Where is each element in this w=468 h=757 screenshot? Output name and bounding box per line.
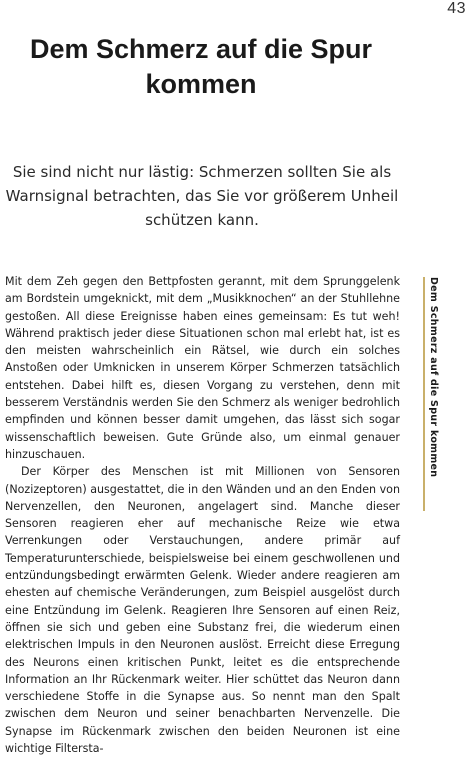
running-head-label: Dem Schmerz auf die Spur kommen <box>428 277 439 478</box>
page-number: 43 <box>447 0 466 17</box>
body-paragraph: Mit dem Zeh gegen den Bettpfosten gerannt, mit dem Sprunggelenk am Bordstein umgeknickt, mit dem „Musikknochen“ an der Stuhllehne gestoßen. All diese Ereignisse haben eines gemeinsam: Es tut weh! Während praktisch jeder diese Situationen schon mal erlebt hat, ist es den meisten wahrscheinlich ein Rätsel, wie durch ein solches Anstoßen oder Umknicken in unserem Körper Schmerzen tatsächlich entstehen. Dabei hilft es, diesen Vorgang zu verstehen, denn mit besserem Verständnis werden Sie den Schmerz als weniger bedrohlich empfinden und können besser damit umgehen, das lässt sich sogar wissenschaftlich beweisen. Gute Gründe also, um einmal genauer hinzuschauen. <box>5 275 400 461</box>
body-text <box>5 273 400 757</box>
chapter-title: Dem Schmerz auf die Spur kommen <box>29 34 373 99</box>
body-paragraph: Der Körper des Menschen ist mit Millionen von Sensoren (Nozizeptoren) ausgestattet, die in den Wänden und an den Enden von Nervenzellen, den Neuronen, angelagert sind. Manche dieser Sensoren reagieren eher auf mechanische Reize wie etwa Verrenkungen oder Verstauchungen, andere primär auf Temperaturunterschiede, beispielsweise bei einem geschwollenen und entzündungsbedingt erwärmten Gelenk. Wieder andere reagieren am ehesten auf chemische Veränderungen, zum Beispiel ausgelöst durch eine Entzündung im Gelenk. Reagieren Ihre Sensoren auf einen Reiz, öffnen sie sich und geben eine Substanz frei, die wiederum einen elektrischen Impuls in den Neuronen auslöst. Erreicht diese Erregung des Neurons einen kritischen Punkt, leitet es die entsprechende Information an Ihr Rückenmark weiter. Hier schüttet das Neuron dann verschiedene Stoffe in die Synapse aus. So nennt man den Spalt zwischen dem Neuron und seiner benachbarten Nervenzelle. Die Synapse im Rückenmark zwischen den beiden Neuronen ist eine wichtige Filtersta- <box>5 465 400 756</box>
running-head <box>423 277 448 511</box>
chapter-subtitle: Sie sind nicht nur lästig: Schmerzen sollten Sie als Warnsignal betrachten, das Sie vor größerem Unheil schützen kann. <box>5 163 399 229</box>
